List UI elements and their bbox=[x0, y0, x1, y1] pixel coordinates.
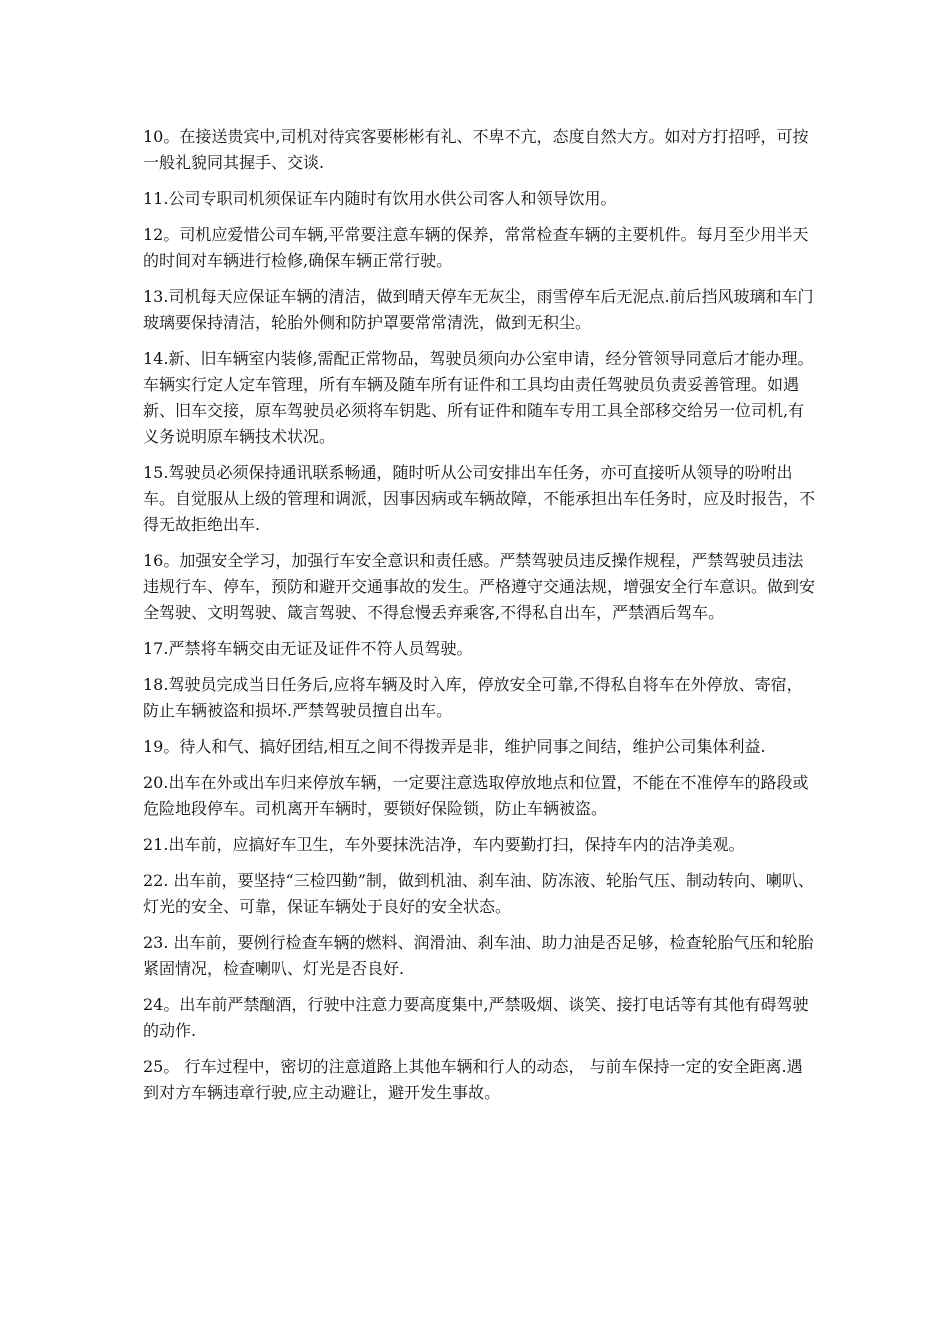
paragraph-11: 11.公司专职司机须保证车内随时有饮用水供公司客人和领导饮用。 bbox=[143, 189, 617, 208]
paragraph-24: 24。出车前严禁酗酒，行驶中注意力要高度集中,严禁吸烟、谈笑、接打电话等有其他有碍驾驶的动作. bbox=[143, 995, 809, 1040]
paragraph-18: 18.驾驶员完成当日任务后,应将车辆及时入库，停放安全可靠,不得私自将车在外停放、寄宿，防止车辆被盗和损坏.严禁驾驶员擅自出车。 bbox=[143, 675, 803, 720]
paragraph-19: 19。待人和气、搞好团结,相互之间不得拨弄是非，维护同事之间结，维护公司集体利益. bbox=[143, 737, 766, 756]
paragraph-10: 10。在接送贵宾中,司机对待宾客要彬彬有礼、不卑不亢，态度自然大方。如对方打招呼，可按一般礼貌同其握手、交谈. bbox=[143, 127, 809, 172]
paragraph-12: 12。司机应爱惜公司车辆,平常要注意车辆的保养，常常检查车辆的主要机件。每月至少用半天的时间对车辆进行检修,确保车辆正常行驶。 bbox=[143, 225, 809, 270]
paragraph-13: 13.司机每天应保证车辆的清洁，做到晴天停车无灰尘，雨雪停车后无泥点.前后挡风玻璃和车门玻璃要保持清洁，轮胎外侧和防护罩要常常清洗，做到无积尘。 bbox=[143, 287, 814, 332]
paragraph-14: 14.新、旧车辆室内装修,需配正常物品，驾驶员须向办公室申请，经分管领导同意后才能办理。车辆实行定人定车管理，所有车辆及随车所有证件和工具均由责任驾驶员负责妥善管理。如遇新、旧车交接，原车驾驶员必须将车钥匙、所有证件和随车专用工具全部移交给另一位司机,有义务说明原车辆技术状况。 bbox=[143, 349, 814, 446]
paragraph-21: 21.出车前，应搞好车卫生，车外要抹洗洁净，车内要勤打扫，保持车内的洁净美观。 bbox=[143, 835, 745, 854]
paragraph-20: 20.出车在外或出车归来停放车辆，一定要注意选取停放地点和位置，不能在不准停车的路段或危险地段停车。司机离开车辆时，要锁好保险锁，防止车辆被盗。 bbox=[143, 773, 809, 818]
paragraph-23: 23. 出车前，要例行检查车辆的燃料、润滑油、刹车油、助力油是否足够，检查轮胎气压和轮胎紧固情况，检查喇叭、灯光是否良好. bbox=[143, 933, 814, 978]
paragraph-16: 16。加强安全学习，加强行车安全意识和责任感。严禁驾驶员违反操作规程，严禁驾驶员违法违规行车、停车，预防和避开交通事故的发生。严格遵守交通法规，增强安全行车意识。做到安全驾驶、文明驾驶、箴言驾驶、不得怠慢丢弃乘客,不得私自出车，严禁酒后驾车。 bbox=[143, 551, 816, 622]
paragraph-17: 17.严禁将车辆交由无证及证件不符人员驾驶。 bbox=[143, 639, 473, 658]
paragraph-22: 22. 出车前，要坚持“三检四勤”制，做到机油、刹车油、防冻液、轮胎气压、制动转向、喇叭、灯光的安全、可靠，保证车辆处于良好的安全状态。 bbox=[143, 871, 814, 916]
paragraph-15: 15.驾驶员必须保持通讯联系畅通，随时听从公司安排出车任务，亦可直接听从领导的吩咐出车。自觉服从上级的管理和调派，因事因病或车辆故障，不能承担出车任务时，应及时报告，不得无故拒绝出车. bbox=[143, 463, 816, 534]
paragraph-25: 25。 行车过程中，密切的注意道路上其他车辆和行人的动态， 与前车保持一定的安全距离.遇到对方车辆违章行驶,应主动避让，避开发生事故。 bbox=[143, 1057, 803, 1102]
document-body bbox=[143, 124, 815, 1116]
